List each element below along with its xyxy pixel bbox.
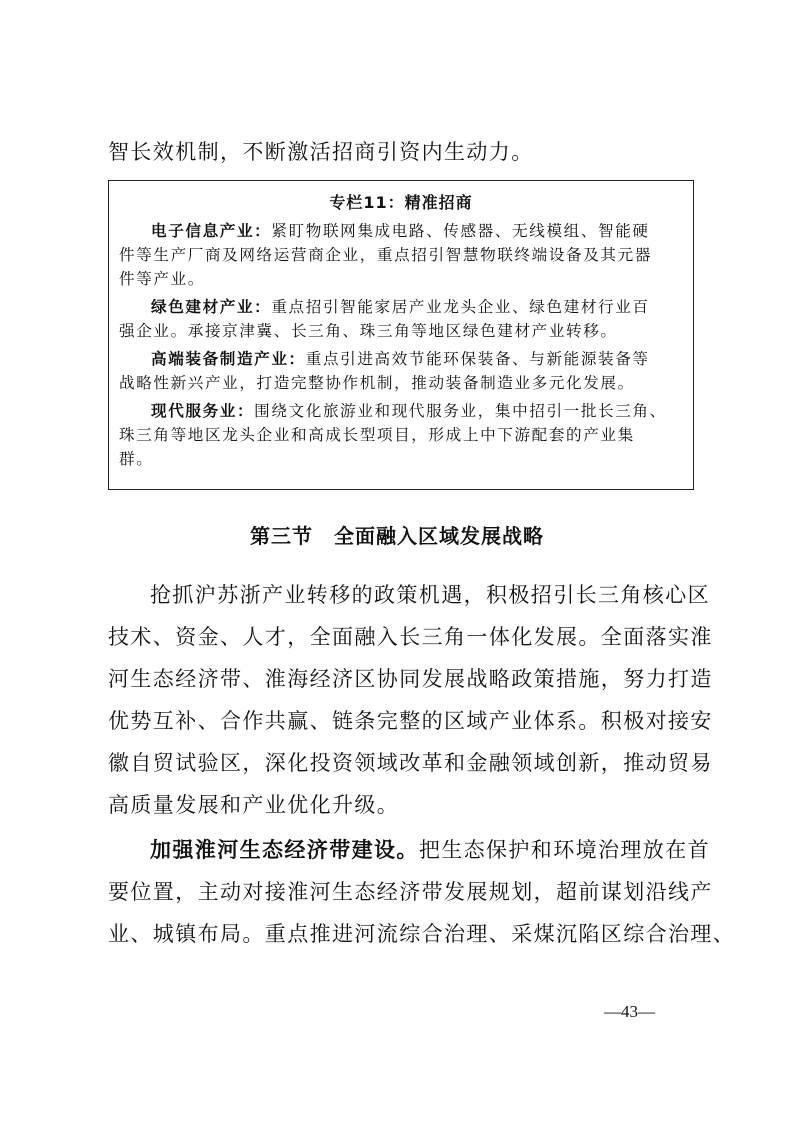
paragraph-line: 抢抓沪苏浙产业转移的政策机遇，积极招引长三角核心区 bbox=[150, 583, 710, 607]
paragraph-line: 高质量发展和产业优化升级。 bbox=[108, 793, 400, 817]
paragraph-line: 河生态经济带、淮海经济区协同发展战略政策措施，努力打造 bbox=[108, 667, 713, 691]
box-item-text: 围绕文化旅游业和现代服务业，集中招引一批长三角、 bbox=[254, 402, 667, 420]
box-item-term: 绿色建材产业： bbox=[151, 298, 272, 316]
box-item-line: 件等产业。 bbox=[119, 270, 205, 288]
paragraph-line: 要位置，主动对接淮河生态经济带发展规划，超前谋划沿线产 bbox=[108, 880, 713, 904]
box-item-line: 件等生产厂商及网络运营商企业，重点招引智慧物联终端设备及其元器 bbox=[119, 246, 653, 264]
paragraph-line: 徽自贸试验区，深化投资领域改革和金融领域创新，推动贸易 bbox=[108, 751, 713, 775]
box-item-term: 电子信息产业： bbox=[151, 222, 272, 240]
box-item-equipment bbox=[151, 347, 650, 371]
box-item-text: 重点招引智能家居产业龙头企业、绿色建材行业百 bbox=[271, 298, 650, 316]
box-item-line: 群。 bbox=[119, 450, 154, 468]
box-item-line: 战略性新兴产业，打造完整协作机制，推动装备制造业多元化发展。 bbox=[119, 374, 635, 392]
paragraph-line: 业、城镇布局。重点推进河流综合治理、采煤沉陷区综合治理、 bbox=[108, 922, 736, 946]
box-item-green-materials bbox=[151, 295, 650, 319]
paragraph-line bbox=[150, 836, 710, 864]
paragraph-lead: 加强淮河生态经济带建设。 bbox=[150, 838, 419, 862]
section-title: 第三节 全面融入区域发展战略 bbox=[250, 524, 544, 548]
box-title: 专栏11：精准招商 bbox=[329, 193, 473, 212]
box-item-line: 强企业。承接京津冀、长三角、珠三角等地区绿色建材产业转移。 bbox=[119, 322, 618, 340]
box-item-services bbox=[151, 399, 667, 423]
box-item-line: 珠三角等地区龙头企业和高成长型项目，形成上中下游配套的产业集 bbox=[119, 426, 635, 444]
continuation-line: 智长效机制，不断激活招商引资内生动力。 bbox=[108, 140, 534, 164]
paragraph-line: 技术、资金、人才，全面融入长三角一体化发展。全面落实淮 bbox=[108, 625, 713, 649]
box-item-electronics bbox=[151, 219, 650, 243]
box-item-term: 现代服务业： bbox=[151, 402, 255, 420]
paragraph-line: 优势互补、合作共赢、链条完整的区域产业体系。积极对接安 bbox=[108, 709, 713, 733]
box-item-text: 紧盯物联网集成电路、传感器、无线模组、智能硬 bbox=[271, 222, 650, 240]
special-column-box bbox=[108, 180, 694, 490]
box-item-text: 重点引进高效节能环保装备、与新能源装备等 bbox=[305, 350, 650, 368]
page-number: —43— bbox=[604, 1002, 655, 1021]
paragraph-text: 把生态保护和环境治理放在首 bbox=[418, 838, 711, 862]
box-item-term: 高端装备制造产业： bbox=[151, 350, 306, 368]
